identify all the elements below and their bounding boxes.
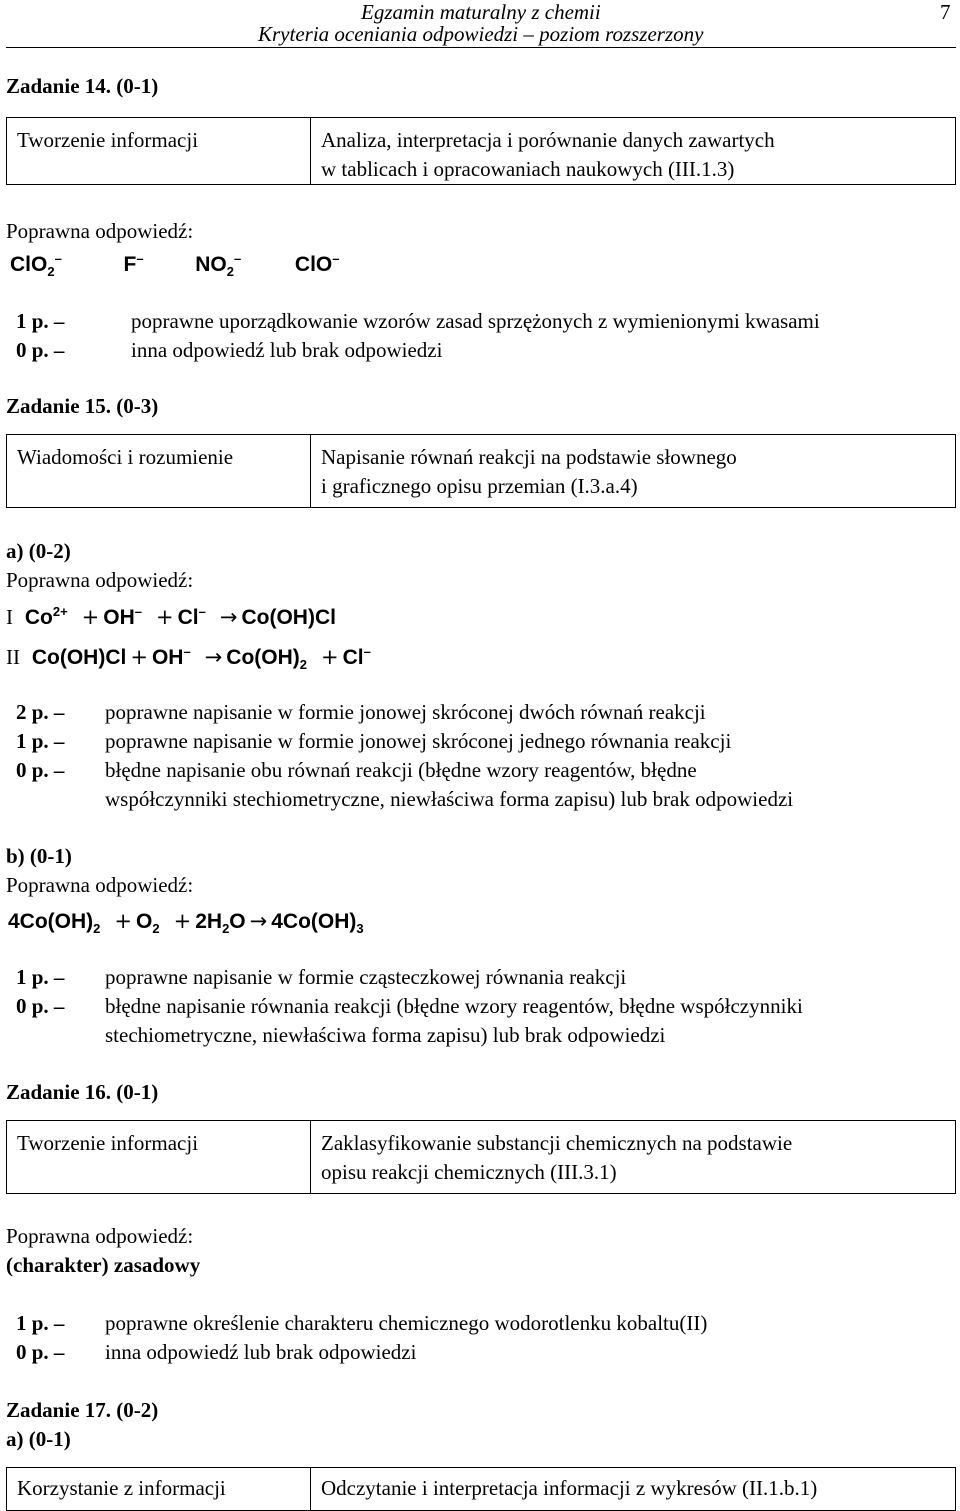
score-points: 1 p. – xyxy=(16,1311,65,1335)
requirements-description xyxy=(311,118,956,185)
formula-no2: $NO_2^-$ xyxy=(195,251,242,280)
score-points: 1 p. – xyxy=(16,729,65,753)
requirements-description xyxy=(311,1121,956,1194)
score-description: inna odpowiedź lub brak odpowiedzi xyxy=(105,1340,417,1364)
description-line-2: w tablicach i opracowaniach naukowych (III.1.3) xyxy=(321,157,735,181)
task-14-answer-label: Poprawna odpowiedź: xyxy=(6,219,194,243)
description-line-1: Analiza, interpretacja i porównanie danych zawartych xyxy=(321,128,775,152)
requirements-area xyxy=(7,1468,311,1511)
score-description: błędne napisanie równania reakcji (błędne wzory reagentów, błędne współczynniki xyxy=(105,994,803,1018)
description-line-2: opisu reakcji chemicznych (III.3.1) xyxy=(321,1160,617,1184)
description-line-2: i graficznego opisu przemian (I.3.a.4) xyxy=(321,474,638,498)
formula-clo: ClO– xyxy=(294,251,340,276)
reaction-arrow-icon: → xyxy=(219,605,238,629)
area-label: Wiadomości i rozumienie xyxy=(17,445,234,469)
requirements-area xyxy=(7,118,311,185)
score-points: 0 p. – xyxy=(16,758,65,782)
page-number: 7 xyxy=(940,0,951,24)
score-description: poprawne uporządkowanie wzorów zasad sprzężonych z wymienionymi kwasami xyxy=(131,309,820,333)
task-15b-answer-label: Poprawna odpowiedź: xyxy=(6,873,194,897)
requirements-area xyxy=(7,435,311,508)
score-description: poprawne napisanie w formie jonowej skróconej dwóch równań reakcji xyxy=(105,700,706,724)
score-points: 0 p. – xyxy=(16,338,65,362)
area-label: Tworzenie informacji xyxy=(17,1131,199,1155)
area-label: Tworzenie informacji xyxy=(17,128,199,152)
task-16-title: Zadanie 16. (0-1) xyxy=(6,1080,159,1104)
task-17-requirements-table xyxy=(6,1467,956,1511)
equation-2-label: II xyxy=(6,645,20,669)
score-points: 1 p. – xyxy=(16,309,65,333)
requirements-area xyxy=(7,1121,311,1194)
equation-1-label: I xyxy=(6,605,13,629)
header-exam-title: Egzamin maturalny z chemii xyxy=(361,0,601,24)
task-16-answer: (charakter) zasadowy xyxy=(6,1253,201,1277)
requirements-description xyxy=(311,435,956,508)
score-description: stechiometryczne, niewłaściwa forma zapisu) lub brak odpowiedzi xyxy=(105,1023,666,1047)
score-description: współczynniki stechiometryczne, niewłaściwa forma zapisu) lub brak odpowiedzi xyxy=(105,787,794,811)
description-line-1: Zaklasyfikowanie substancji chemicznych na podstawie xyxy=(321,1131,793,1155)
task-15a-title: a) (0-2) xyxy=(6,539,71,563)
task-15a-answer-label: Poprawna odpowiedź: xyxy=(6,568,194,592)
score-description: poprawne określenie charakteru chemicznego wodorotlenku kobaltu(II) xyxy=(105,1311,708,1335)
score-description: błędne napisanie obu równań reakcji (błędne wzory reagentów, błędne xyxy=(105,758,697,782)
score-description: poprawne napisanie w formie cząsteczkowej równania reakcji xyxy=(105,965,627,989)
task-17a-title: a) (0-1) xyxy=(6,1427,71,1451)
score-points: 0 p. – xyxy=(16,1340,65,1364)
equation-3: $4Co(OH)_2 + O_2 + 2H_2O \to 4Co(OH)_3$ xyxy=(8,909,364,937)
task-15-title: Zadanie 15. (0-3) xyxy=(6,394,159,418)
task-17-title: Zadanie 17. (0-2) xyxy=(6,1398,159,1422)
equation-2: II $Co(OH)Cl + OH^- \to Co(OH)_2 + Cl^-$ xyxy=(6,644,371,673)
description-line-1: Napisanie równań reakcji na podstawie słownego xyxy=(321,445,737,469)
score-description: poprawne napisanie w formie jonowej skróconej jednego równania reakcji xyxy=(105,729,732,753)
area-label: Korzystanie z informacji xyxy=(17,1476,226,1500)
score-points: 0 p. – xyxy=(16,994,65,1018)
task-16-requirements-table xyxy=(6,1120,956,1194)
score-description: inna odpowiedź lub brak odpowiedzi xyxy=(131,338,443,362)
score-points: 2 p. – xyxy=(16,700,65,724)
task-15b-title: b) (0-1) xyxy=(6,844,72,868)
task-16-answer-label: Poprawna odpowiedź: xyxy=(6,1224,194,1248)
task-14-requirements-table xyxy=(6,117,956,185)
header-rule xyxy=(6,47,956,48)
requirements-description xyxy=(311,1468,956,1511)
task-14-title: Zadanie 14. (0-1) xyxy=(6,74,159,98)
reaction-arrow-icon: → xyxy=(249,909,268,933)
task-14-answer-formulas xyxy=(10,251,339,279)
reaction-arrow-icon: → xyxy=(204,645,223,669)
task-15-requirements-table xyxy=(6,434,956,508)
score-points: 1 p. – xyxy=(16,965,65,989)
header-subtitle: Kryteria oceniania odpowiedzi – poziom rozszerzony xyxy=(258,22,704,46)
formula-f: F– xyxy=(123,251,144,276)
formula-clo2: ClO$_2$– xyxy=(10,251,62,280)
description-line-1: Odczytanie i interpretacja informacji z wykresów (II.1.b.1) xyxy=(321,1476,818,1500)
equation-1: I $Co^{2+} + OH^- + Cl^- \to Co(OH)Cl$ xyxy=(6,604,336,629)
